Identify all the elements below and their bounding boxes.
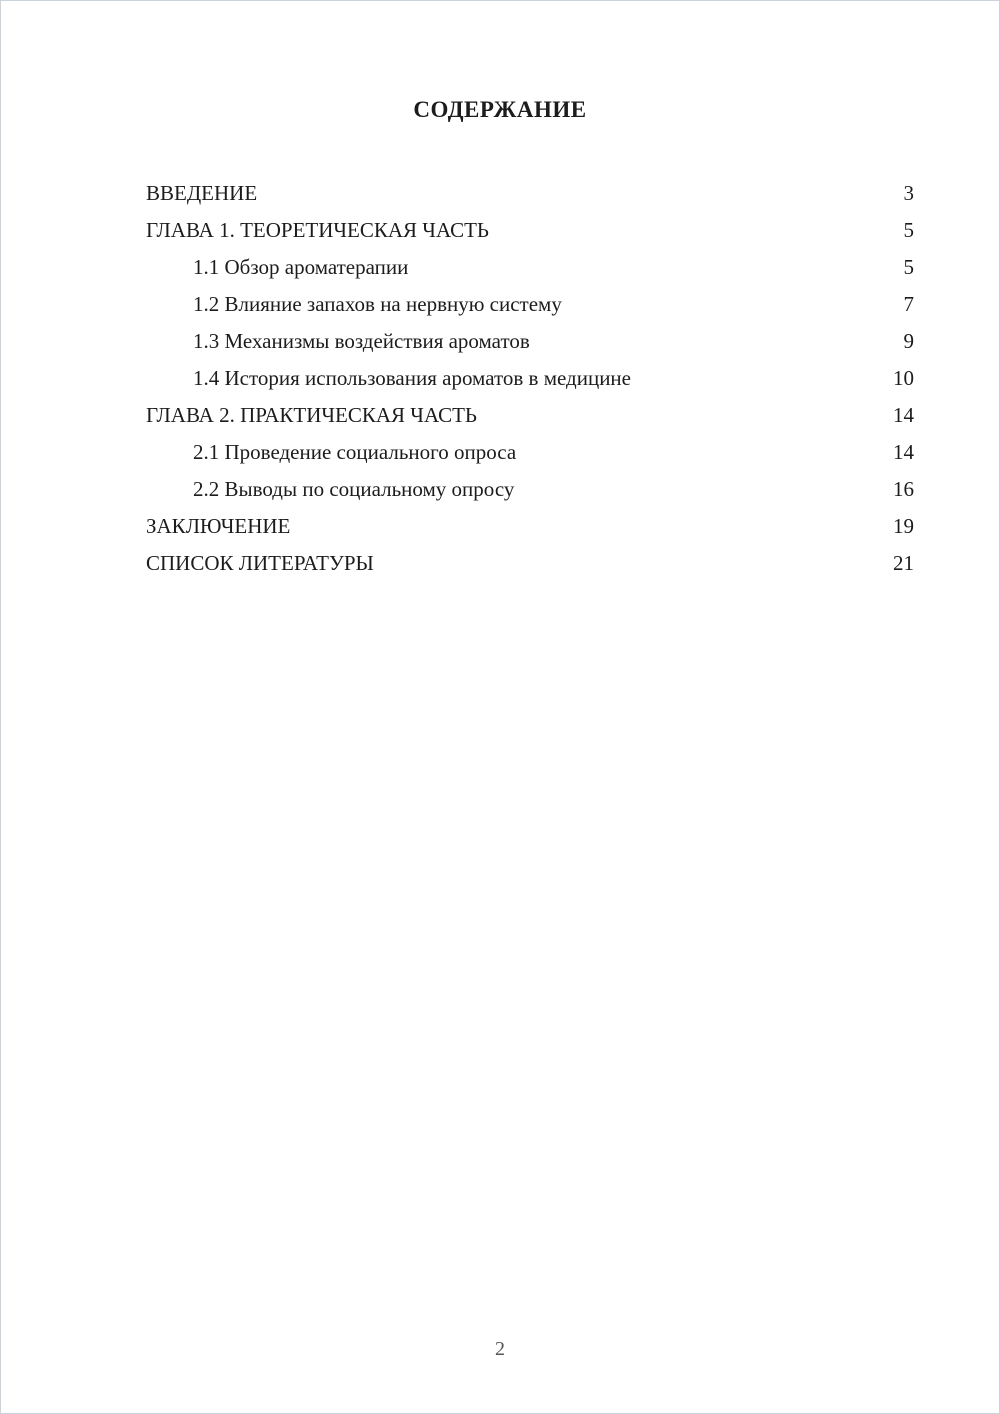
toc-entry [146, 471, 914, 508]
page-number: 2 [495, 1338, 505, 1360]
toc-entry-label: ЗАКЛЮЧЕНИЕ [146, 514, 291, 538]
toc-entry-page: 14 [893, 440, 914, 464]
toc-entry [146, 360, 914, 397]
toc-entry-page: 19 [893, 514, 914, 538]
toc-entry [146, 545, 914, 582]
toc-entry-label: 1.4 История использования ароматов в медицине [193, 366, 631, 390]
toc-entry-label: 1.1 Обзор ароматерапии [193, 255, 409, 279]
toc-entry [146, 286, 914, 323]
toc-entry-page: 16 [893, 477, 914, 501]
toc-entry [146, 508, 914, 545]
page-title: СОДЕРЖАНИЕ [413, 97, 587, 122]
toc-entry-page: 14 [893, 403, 914, 427]
toc-entry [146, 323, 914, 360]
toc-entry-page: 21 [893, 551, 914, 575]
toc-entry [146, 249, 914, 286]
toc-entry-page: 7 [903, 292, 914, 316]
toc-entry-label: 1.2 Влияние запахов на нервную систему [193, 292, 562, 316]
toc-entry-label: 2.2 Выводы по социальному опросу [193, 477, 515, 501]
toc-entry-label: СПИСОК ЛИТЕРАТУРЫ [146, 551, 374, 575]
toc-entry-page: 5 [903, 218, 914, 242]
toc-entry [146, 175, 914, 212]
toc-entry [146, 434, 914, 471]
toc-entry-label: ГЛАВА 1. ТЕОРЕТИЧЕСКАЯ ЧАСТЬ [146, 218, 489, 242]
toc-entry-page: 3 [903, 181, 914, 205]
toc-entry-page: 5 [903, 255, 914, 279]
toc-entry-page: 10 [893, 366, 914, 390]
toc-entry-label: ВВЕДЕНИЕ [146, 181, 258, 205]
toc-entry-label: ГЛАВА 2. ПРАКТИЧЕСКАЯ ЧАСТЬ [146, 403, 477, 427]
toc-entry [146, 397, 914, 434]
toc-entry-label: 2.1 Проведение социального опроса [193, 440, 517, 464]
toc-entry-page: 9 [903, 329, 914, 353]
toc-entry-label: 1.3 Механизмы воздействия ароматов [193, 329, 530, 353]
toc-list [1, 175, 999, 582]
toc-entry [146, 212, 914, 249]
